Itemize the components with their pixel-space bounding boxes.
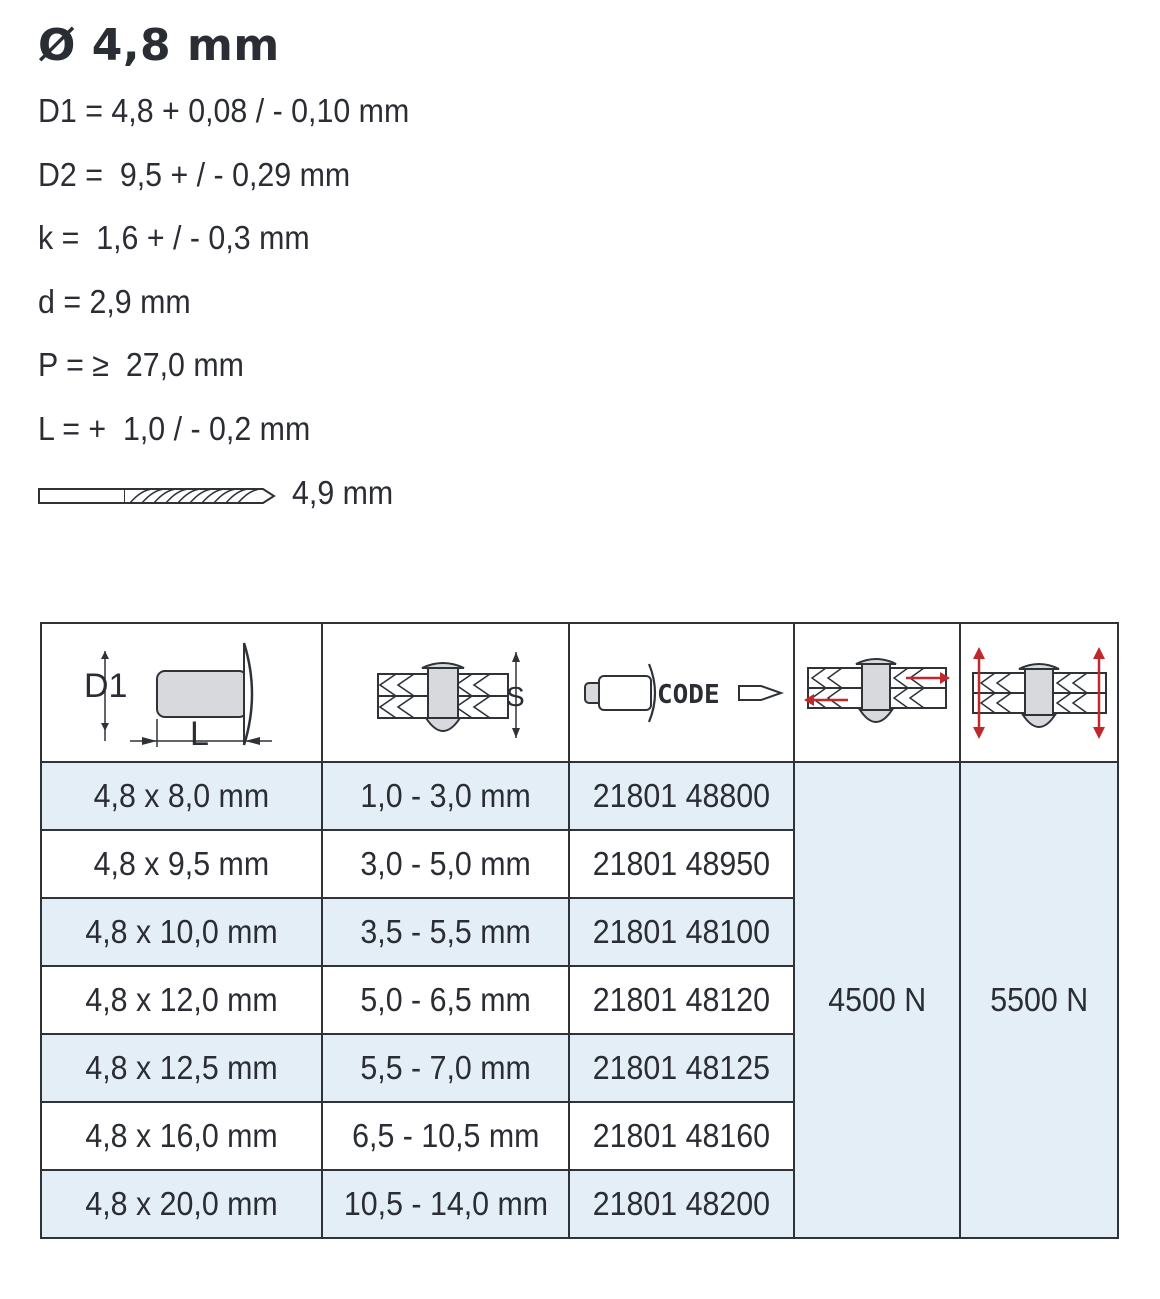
cell-code: 21801 48200	[569, 1170, 794, 1238]
spec-k: k = 1,6 + / - 0,3 mm	[38, 219, 310, 256]
rivet-spec-table	[40, 622, 1119, 1239]
cell-size: 4,8 x 9,5 mm	[41, 830, 322, 898]
label-s: S	[505, 680, 525, 712]
drill-diameter: 4,9 mm	[292, 474, 394, 511]
cell-code: 21801 48950	[569, 830, 794, 898]
rivet-dimensions-icon	[82, 633, 282, 753]
label-l: L	[189, 714, 209, 753]
cell-size: 4,8 x 12,0 mm	[41, 966, 322, 1034]
cell-grip: 1,0 - 3,0 mm	[322, 762, 569, 830]
spec-d2: D2 = 9,5 + / - 0,29 mm	[38, 156, 351, 193]
cell-grip: 10,5 - 14,0 mm	[322, 1170, 569, 1238]
tensile-strength-icon	[967, 643, 1112, 743]
shear-strength-icon	[802, 648, 952, 738]
label-d1: D1	[83, 666, 127, 705]
page-title: Ø 4,8 mm	[38, 20, 280, 71]
cell-grip: 3,0 - 5,0 mm	[322, 830, 569, 898]
cell-grip: 5,5 - 7,0 mm	[322, 1034, 569, 1102]
header-grip-range	[322, 623, 569, 762]
label-code: CODE	[656, 679, 720, 710]
cell-size: 4,8 x 10,0 mm	[41, 898, 322, 966]
grip-range-icon	[356, 638, 536, 748]
cell-grip: 3,5 - 5,5 mm	[322, 898, 569, 966]
spec-l: L = + 1,0 / - 0,2 mm	[38, 410, 311, 447]
cell-tensile-strength: 5500 N	[960, 762, 1118, 1238]
spec-p: P = ≥ 27,0 mm	[38, 346, 244, 383]
table-header-row	[41, 623, 1118, 762]
cell-code: 21801 48800	[569, 762, 794, 830]
table-row	[41, 762, 1118, 830]
cell-size: 4,8 x 8,0 mm	[41, 762, 322, 830]
cell-shear-strength: 4500 N	[794, 762, 960, 1238]
cell-code: 21801 48125	[569, 1034, 794, 1102]
spec-d: d = 2,9 mm	[38, 283, 191, 320]
cell-size: 4,8 x 12,5 mm	[41, 1034, 322, 1102]
order-code-icon	[577, 658, 787, 728]
header-rivet-dimensions	[41, 623, 322, 762]
cell-grip: 5,0 - 6,5 mm	[322, 966, 569, 1034]
header-order-code	[569, 623, 794, 762]
cell-code: 21801 48160	[569, 1102, 794, 1170]
spec-d1: D1 = 4,8 + 0,08 / - 0,10 mm	[38, 92, 410, 129]
drill-bit-icon	[38, 482, 278, 510]
header-shear-strength	[794, 623, 960, 762]
cell-size: 4,8 x 16,0 mm	[41, 1102, 322, 1170]
cell-code: 21801 48120	[569, 966, 794, 1034]
cell-size: 4,8 x 20,0 mm	[41, 1170, 322, 1238]
cell-code: 21801 48100	[569, 898, 794, 966]
header-tensile-strength	[960, 623, 1118, 762]
cell-grip: 6,5 - 10,5 mm	[322, 1102, 569, 1170]
